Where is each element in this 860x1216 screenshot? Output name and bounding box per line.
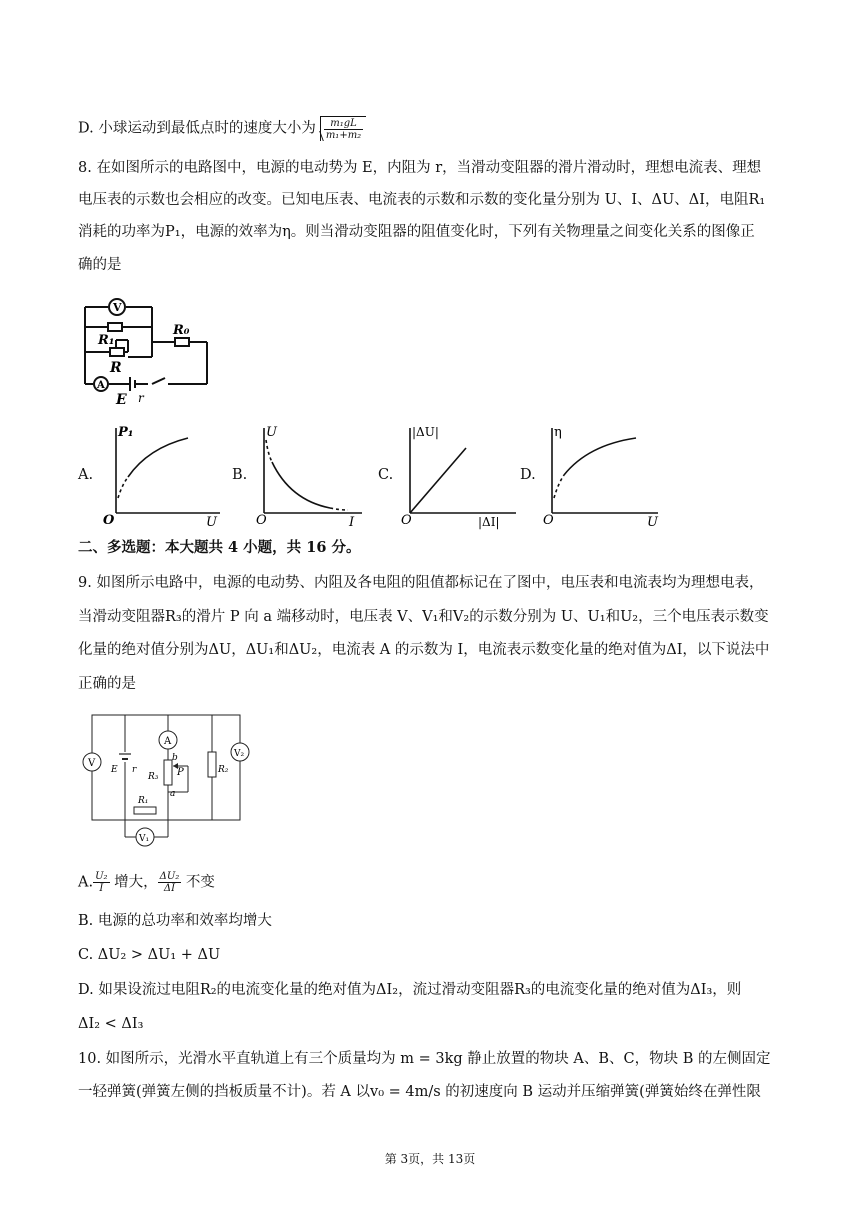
q8-r-label: R [110,360,122,376]
q9-r1-label: R₁ [138,796,149,806]
q9-r-label: r [132,765,137,775]
q9-option-a: A. $\frac{\text{U₂}}{I}$ 增大， $\frac{\text{ΔU₂}}{\Delta I}$ 不变 [78,871,215,894]
q10-line-1: 10. 如图所示，光滑水平直轨道上有三个质量均为 m = 3kg 静止放置的物块 A、B、C，物块 B 的左侧固定 [78,1051,771,1067]
q9-circuit-diagram [80,710,260,850]
graph-c-ylabel: |ΔU| [412,425,439,439]
q8-line-2: 电压表的示数也会相应的改变。已知电压表、电流表的示数和示数的变化量分别为 U、I、ΔU、ΔI，电阻R₁ [78,192,766,208]
q9-line-2: 当滑动变阻器R₃的滑片 P 向 a 端移动时，电压表 V、V₁和V₂的示数分别为 U、U₁和U₂，三个电压表示数变 [78,609,769,625]
q9-line-3: 化量的绝对值分别为ΔU，ΔU₁和ΔU₂，电流表 A 的示数为 I，电流表示数变化量的绝对值为ΔI，以下说法中 [78,642,770,658]
graph-d-ylabel: η [554,425,562,440]
q8-option-c-letter: C. [378,467,394,483]
graph-b-ylabel: U [266,425,277,440]
q9-ammeter-label: A [164,736,172,747]
graph-c-origin: O [401,513,412,528]
fraction-du2-over-di: $\frac{\text{ΔU₂}}{\Delta I}$ [159,871,180,894]
graph-b-xlabel: I [349,515,355,530]
graph-a-xlabel: U [206,515,217,530]
sqrt-expression [320,116,366,141]
q9-b-label: b [172,753,178,763]
q9-voltmeter1-label: V₁ [139,834,150,844]
graph-a-ylabel: P₁ [118,425,134,440]
q8-circuit-diagram [80,292,215,407]
q9-line-1: 9. 如图所示电路中，电源的电动势、内阻及各电阻的阻值都标记在了图中，电压表和电流表均为理想电表， [78,575,764,591]
q7-option-d [78,116,366,141]
q9-a-end-label: a [170,789,176,799]
q8-graph-b [252,420,372,530]
graph-d-origin: O [543,513,554,528]
q8-voltmeter-label: V [113,301,122,314]
graph-d-xlabel: U [647,515,658,530]
q8-line-3: 消耗的功率为P₁，电源的效率为η。则当滑动变阻器的阻值变化时，下列有关物理量之间变化关系的图像正 [78,224,755,240]
q8-internal-r-label: r [138,391,144,405]
graph-b-origin: O [256,513,267,528]
q9-option-d-line-2: ΔI₂ < ΔI₃ [78,1016,144,1032]
q10-line-2: 一轻弹簧(弹簧左侧的挡板质量不计)。若 A 以v₀ = 4m/s 的初速度向 B 运动并压缩弹簧(弹簧始终在弹性限 [78,1084,761,1100]
q9-option-d-line-1: D. 如果设流过电阻R₂的电流变化量的绝对值为ΔI₂，流过滑动变阻器R₃的电流变化量的绝对值为ΔI₃，则 [78,982,742,998]
q8-ammeter-label: A [97,380,105,391]
sqrt-fraction: $\frac{\text{m₁gL}}{\text{m₁+m₂}}$ [325,118,362,141]
q9-r2-label: R₂ [218,765,229,775]
q8-graph-c [398,420,523,530]
q9-voltmeter-label: V [88,758,96,769]
q8-e-label: E [116,392,127,407]
q8-option-a-letter: A. [78,467,94,483]
q8-line-4: 确的是 [78,257,122,273]
q9-line-4: 正确的是 [78,676,136,692]
q8-r1-label: R₁ [98,333,115,348]
q8-option-d-letter: D. [520,467,536,483]
graph-c-xlabel: |ΔI| [478,515,500,529]
page-footer: 第 3页，共 13页 [384,1152,476,1166]
q9-p-label: P [177,767,184,778]
q8-r0-label: R₀ [173,323,190,338]
q9-e-label: E [111,765,118,775]
q8-graph-d [540,420,670,530]
fraction-u2-over-i: $\frac{\text{U₂}}{I}$ [95,871,108,894]
q9-r3-label: R₃ [148,772,159,782]
q8-graph-a [98,420,233,530]
q9-voltmeter2-label: V₂ [234,749,245,759]
q8-line-1: 8. 在如图所示的电路图中，电源的电动势为 E，内阻为 r，当滑动变阻器的滑片滑动时，理想电流表、理想 [78,160,762,176]
q9-option-c: C. ΔU₂ > ΔU₁ + ΔU [78,947,221,963]
section-heading-multi-choice: 二、多选题：本大题共 4 小题，共 16 分。 [78,539,361,556]
q8-option-b-letter: B. [232,467,248,483]
q7-option-d-text: D. 小球运动到最低点时的速度大小为 [78,120,316,137]
q9-option-b: B. 电源的总功率和效率均增大 [78,913,272,929]
graph-a-origin: O [103,513,115,528]
